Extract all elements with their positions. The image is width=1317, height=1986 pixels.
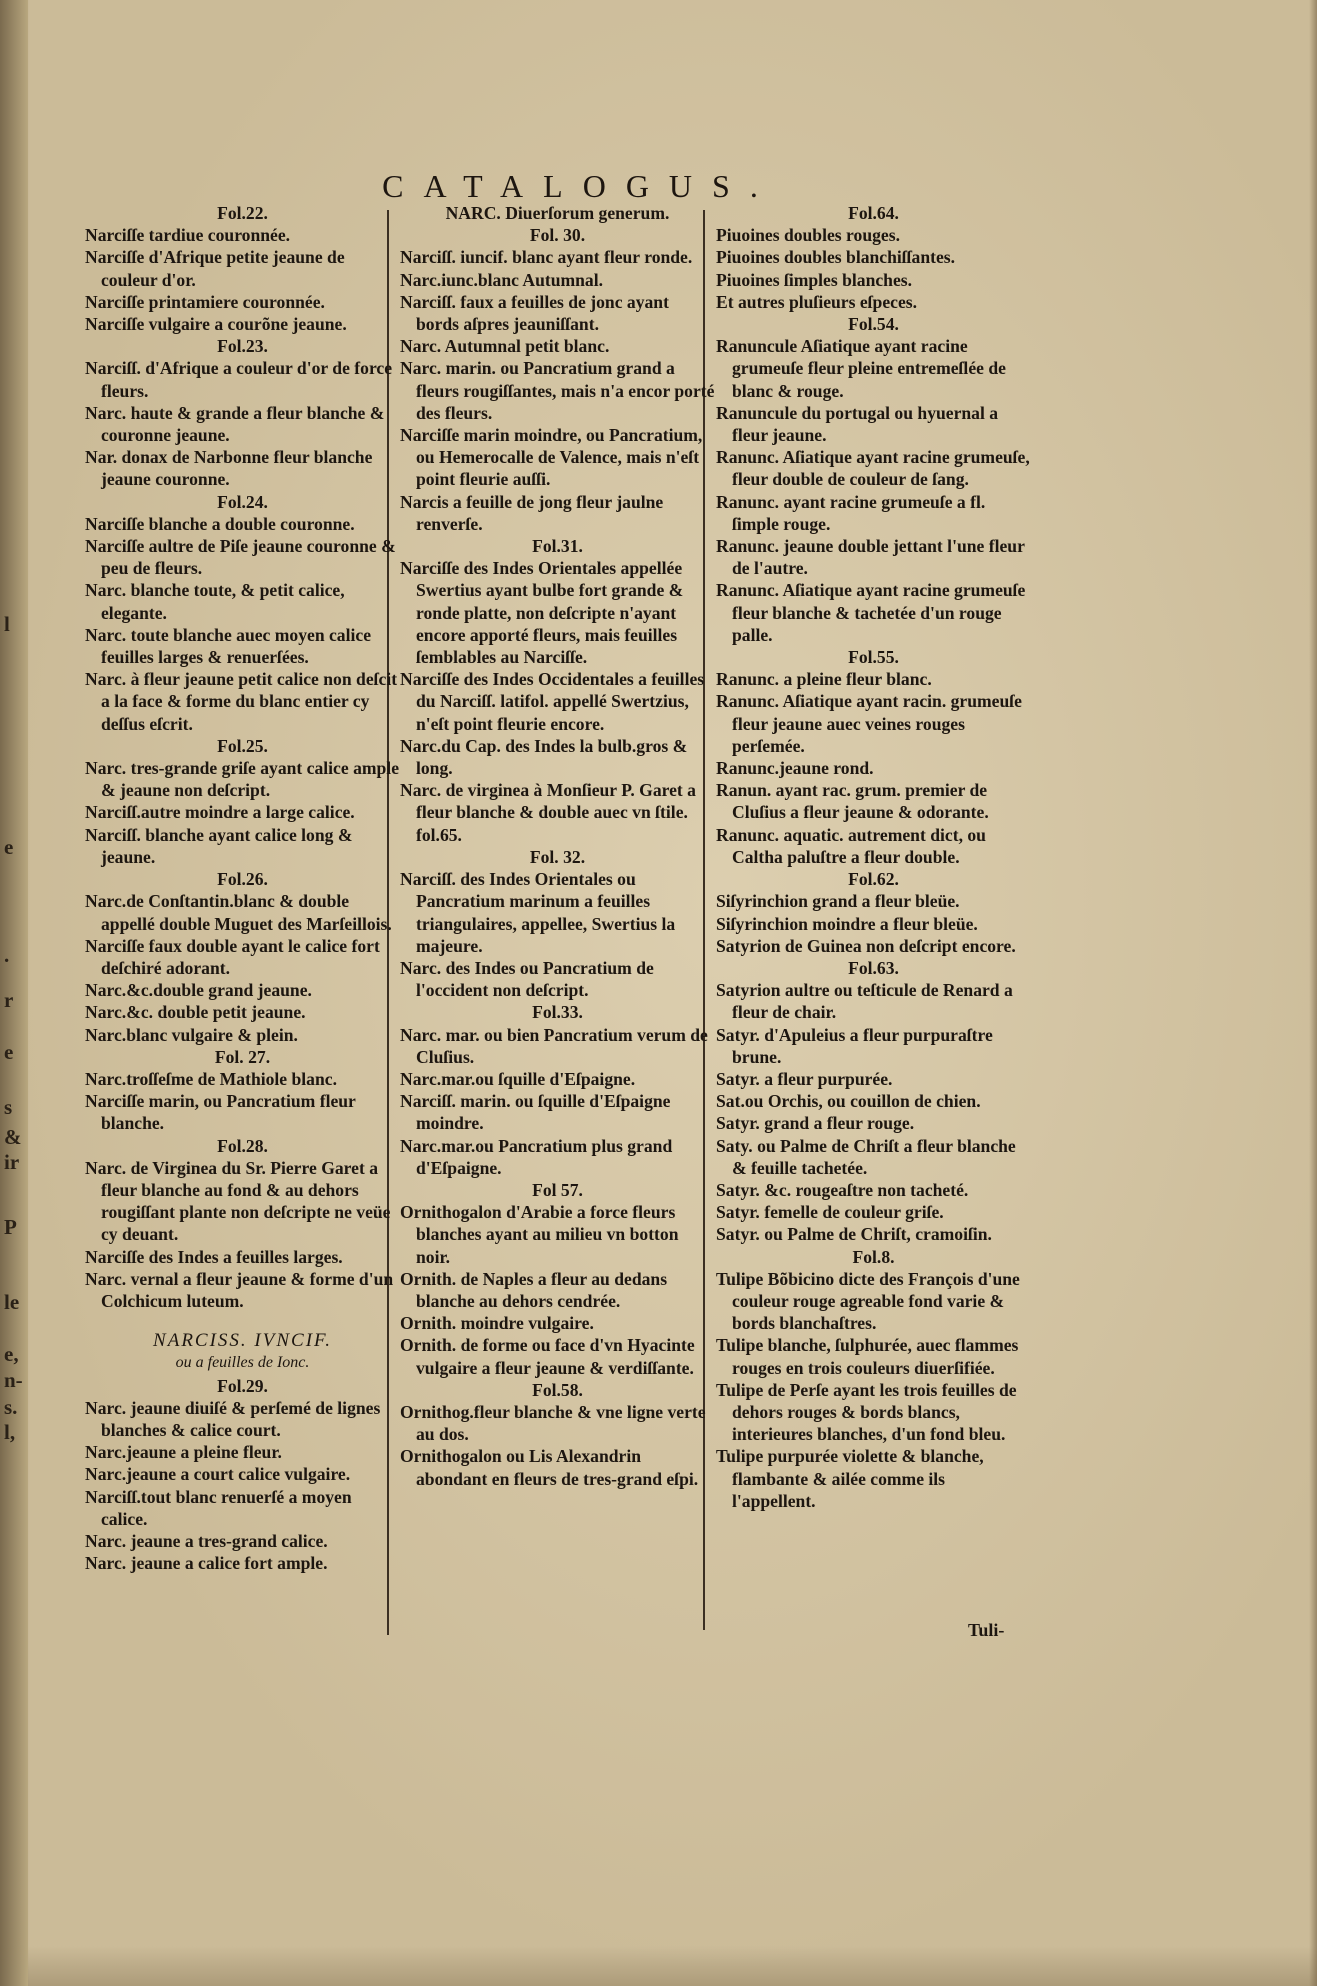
section-subheading: ou a feuilles de Ionc.	[175, 1354, 310, 1372]
folio-heading: Fol.62.	[848, 869, 899, 890]
catalog-entry: Narciſſe des Indes a feuilles larges.	[85, 1246, 343, 1267]
catalog-entry: Narciſſ. d'Afrique a couleur d'or de force fleurs.	[85, 358, 393, 401]
catalog-entry: Narc. toute blanche auec moyen calice feuilles larges & renuerſées.	[85, 624, 372, 668]
catalog-entry: Narciſſ.tout blanc renuerſé a moyen calice.	[85, 1486, 352, 1529]
catalog-entry: Narciſſe d'Afrique petite jeaune de couleur d'or.	[85, 247, 345, 290]
catalog-entry: Satyr. grand a fleur rouge.	[716, 1113, 915, 1134]
catalog-entry: Narc. tres-grande griſe ayant calice ample & jeaune non deſcript.	[85, 758, 399, 801]
margin-fragment: s.	[4, 1395, 18, 1419]
margin-fragment: ir	[4, 1150, 20, 1174]
margin-fragment: le	[4, 1290, 20, 1314]
column-middle	[400, 202, 715, 1490]
catalog-entry: Narc.du Cap. des Indes la bulb.gros & long.	[400, 735, 688, 779]
catalog-entry: Narciſſ. iuncif. blanc ayant fleur ronde.	[400, 247, 693, 268]
folio-heading: Fol.63.	[848, 957, 899, 978]
running-head: CATALOGUS.	[382, 168, 778, 204]
catalog-entry: Ranunc. Aſiatique ayant racine grumeuſe fleur blanche & tachetée d'un rouge palle.	[716, 580, 1026, 645]
catalog-entry: Narc. jeaune a calice fort ample.	[85, 1553, 328, 1574]
catalog-entry: Satyr. d'Apuleius a fleur purpuraſtre brune.	[716, 1024, 993, 1067]
catalog-entry: Narc.jeaune a court calice vulgaire.	[85, 1464, 351, 1485]
margin-fragment: .	[4, 943, 10, 967]
catalog-entry: Narc.jeaune a pleine fleur.	[85, 1442, 282, 1463]
folio-heading: Fol.22.	[217, 203, 268, 223]
catalog-entry: Narciſſe vulgaire a courõne jeaune.	[85, 314, 347, 335]
catalog-entry: Narciſſe aultre de Piſe jeaune couronne & peu de fleurs.	[85, 536, 396, 579]
folio-heading: Fol.23.	[217, 336, 268, 357]
catalog-entry: Ranunc. ayant racine grumeuſe a fl. ſimple rouge.	[716, 491, 986, 534]
catalog-entry: Narc. jeaune a tres-grand calice.	[85, 1530, 328, 1551]
catalog-entry: Narc. de Virginea du Sr. Pierre Garet a fleur blanche au fond & au dehors rougiſſant plante non deſcripte ne veüe cy deuant.	[85, 1157, 391, 1245]
catalog-entry: Ranunc. Aſiatique ayant racin. grumeuſe fleur jeaune auec veines rouges perſemée.	[716, 691, 1022, 756]
folio-heading: Fol.8.	[852, 1246, 895, 1267]
catalog-entry: Ornithog.fleur blanche & vne ligne verte au dos.	[400, 1401, 706, 1445]
folio-heading: Fol.58.	[532, 1379, 583, 1400]
catalog-entry: Satyr. femelle de couleur griſe.	[716, 1202, 944, 1223]
catalog-entry: Narc.&c. double petit jeaune.	[85, 1002, 306, 1023]
catalog-entry: Siſyrinchion moindre a fleur bleüe.	[716, 913, 978, 934]
catalog-entry: Narciſſe des Indes Occidentales a feuilles du Narciſſ. latifol. appellé Swertzius, n'eſt point fleurie encore.	[400, 669, 705, 734]
catalog-entry: Narc. mar. ou bien Pancratium verum de Cluſius.	[400, 1024, 708, 1067]
catalog-entry: Narc. à fleur jeaune petit calice non deſcit a la face & forme du blanc entier cy deſſus eſcrit.	[85, 669, 398, 734]
catalog-entry: Ranunc. Aſiatique ayant racine grumeuſe, fleur double de couleur de ſang.	[716, 447, 1030, 490]
margin-fragment: P	[4, 1215, 17, 1239]
folio-heading: Fol 57.	[532, 1179, 583, 1200]
catalog-entry: Narciſſe faux double ayant le calice fort deſchiré adorant.	[85, 935, 380, 978]
catalog-entry: Ranun. ayant rac. grum. premier de Cluſius a fleur jeaune & odorante.	[716, 780, 989, 823]
catalog-entry: Narciſſ. blanche ayant calice long & jeaune.	[85, 824, 353, 867]
catalog-entry: Piuoines ſimples blanches.	[716, 269, 913, 290]
catalog-entry: Piuoines doubles rouges.	[716, 225, 900, 246]
catalog-entry: Tulipe purpurée violette & blanche, flambante & ailée comme ils l'appellent.	[716, 1446, 984, 1511]
folio-heading: Fol.29.	[217, 1375, 268, 1396]
folio-heading: Fol. 32.	[529, 846, 586, 867]
catalog-entry: Satyr. &c. rougeaſtre non tacheté.	[716, 1179, 969, 1200]
margin-fragment: n-	[4, 1368, 23, 1392]
catalog-entry: Narciſſe blanche a double couronne.	[85, 513, 355, 534]
catalog-entry: Ornithogalon d'Arabie a force fleurs blanches ayant au milieu vn botton noir.	[400, 1202, 679, 1267]
catchword: Tuli-	[968, 1620, 1005, 1640]
catalog-entry: Ranunc. jeaune double jettant l'une fleur de l'autre.	[716, 536, 1025, 579]
catalog-entry: Ornith. de forme ou face d'vn Hyacinte vulgaire a fleur jeaune & verdiſſante.	[400, 1335, 695, 1378]
catalog-entry: Ranuncule du portugal ou hyuernal a fleur jeaune.	[716, 402, 999, 446]
catalog-entry: Narciſſe marin moindre, ou Pancratium, ou Hemerocalle de Valence, mais n'eſt point fleurie auſſi.	[400, 425, 703, 490]
margin-fragment: l,	[4, 1420, 16, 1444]
catalog-entry: Siſyrinchion grand a fleur bleüe.	[716, 891, 960, 912]
catalog-entry: Narc. vernal a fleur jeaune & forme d'un Colchicum luteum.	[85, 1268, 394, 1311]
catalog-entry: Tulipe Bõbicino dicte des François d'une couleur rouge agreable fond varie & bords blanchaſtres.	[716, 1268, 1020, 1334]
folio-heading: Fol.26.	[217, 869, 268, 890]
margin-fragment: s	[4, 1095, 13, 1119]
margin-fragment: l	[4, 612, 10, 636]
catalog-entry: Narciſſ. marin. ou ſquille d'Eſpaigne moindre.	[400, 1091, 671, 1134]
catalog-entry: Narciſſ. des Indes Orientales ou Pancratium marinum a feuilles triangulaires, appellee, Swertius la majeure.	[400, 869, 676, 956]
section-heading: NARCISS. IVNCIF.	[153, 1330, 332, 1352]
catalog-entry: Narciſſ.autre moindre a large calice.	[85, 802, 355, 823]
column-right	[716, 202, 1031, 1512]
catalog-entry: Narciſſ. faux a feuilles de jonc ayant bords aſpres jeauniſſant.	[400, 291, 669, 335]
folio-heading: Fol.28.	[217, 1135, 268, 1156]
folio-heading: Fol. 27.	[214, 1046, 271, 1067]
catalog-entry: Saty. ou Palme de Chriſt a fleur blanche & feuille tachetée.	[716, 1135, 1016, 1178]
catalog-entry: Narc.mar.ou Pancratium plus grand d'Eſpaigne.	[400, 1135, 673, 1178]
catalog-entry: Piuoines doubles blanchiſſantes.	[716, 247, 956, 268]
catalog-entry: Narciſſe marin, ou Pancratium fleur blanche.	[85, 1091, 356, 1134]
folio-heading: Fol.24.	[217, 491, 268, 512]
margin-fragment: e	[4, 835, 14, 859]
folio-heading: Fol.33.	[532, 1002, 583, 1023]
catalog-entry: Narc. blanche toute, & petit calice, elegante.	[85, 580, 345, 623]
folio-heading: Fol.31.	[532, 536, 583, 557]
catalog-entry: Ornithogalon ou Lis Alexandrin abondant en fleurs de tres-grand eſpi.	[400, 1446, 699, 1489]
folio-heading: Fol.55.	[848, 647, 899, 668]
catalog-entry: Ornith. de Naples a fleur au dedans blanche au dehors cendrée.	[400, 1268, 668, 1311]
catalog-entry: Narc. haute & grande a fleur blanche & couronne jeaune.	[85, 402, 385, 446]
catalog-entry: Ranuncule Aſiatique ayant racine grumeuſe fleur pleine entremeſlée de blanc & rouge.	[716, 336, 1006, 401]
catalog-entry: Narc.blanc vulgaire & plein.	[85, 1024, 298, 1045]
catalog-entry: Narc. jeaune diuiſé & perſemé de lignes blanches & calice court.	[85, 1397, 381, 1440]
catalog-entry: Ranunc. aquatic. autrement dict, ou Caltha paluſtre a fleur double.	[716, 824, 986, 867]
catalog-entry: Ornith. moindre vulgaire.	[400, 1313, 594, 1334]
catalog-entry: Narc.mar.ou ſquille d'Eſpaigne.	[400, 1068, 636, 1089]
catalog-entry: Narciſſe des Indes Orientales appellée Swertius ayant bulbe fort grande & ronde platte, non deſcripte n'ayant encore apporté fleurs, mais feuilles ſemblables au Narciſſe.	[400, 558, 684, 668]
folio-heading: Fol.64.	[848, 203, 899, 223]
catalog-entry: Ranunc.jeaune rond.	[716, 758, 874, 779]
catalog-entry: Et autres pluſieurs eſpeces.	[716, 291, 918, 312]
folio-heading: Fol. 30.	[529, 225, 586, 246]
catalog-entry: Narc. marin. ou Pancratium grand a fleurs rougiſſantes, mais n'a encor porté des fleurs.	[400, 358, 715, 423]
catalog-entry: Satyrion de Guinea non deſcript encore.	[716, 935, 1016, 956]
catalog-entry: Narc. de virginea à Monſieur P. Garet a fleur blanche & double auec vn ſtile. fol.65.	[400, 780, 696, 845]
margin-fragment: e	[4, 1040, 14, 1064]
catalog-entry: Ranunc. a pleine fleur blanc.	[716, 669, 932, 690]
catalog-entry: Nar. donax de Narbonne fleur blanche jeaune couronne.	[85, 447, 373, 490]
folio-heading: Fol.54.	[848, 314, 899, 335]
folio-heading: NARC. Diuerſorum generum.	[445, 203, 670, 223]
catalog-entry: Narciſſe tardiue couronnée.	[85, 225, 291, 246]
catalog-entry: Narcis a feuille de jong fleur jaulne renverſe.	[400, 491, 664, 534]
catalog-entry: Narc.&c.double grand jeaune.	[85, 980, 312, 1001]
margin-fragment: e,	[4, 1342, 19, 1366]
column-left	[85, 202, 400, 1574]
catalog-entry: Tulipe de Perſe ayant les trois feuilles de dehors rouges & bords blancs, interieures blanches, d'un fond bleu.	[716, 1379, 1017, 1445]
catalog-entry: Satyr. a fleur purpurée.	[716, 1068, 893, 1089]
catalog-entry: Satyr. ou Palme de Chriſt, cramoiſin.	[716, 1224, 992, 1245]
catalog-entry: Satyrion aultre ou teſticule de Renard a fleur de chair.	[716, 980, 1013, 1023]
margin-fragment: r	[4, 988, 14, 1012]
catalog-entry: Tulipe blanche, ſulphurée, auec flammes rouges en trois couleurs diuerſifiée.	[716, 1335, 1019, 1378]
catalog-entry: Sat.ou Orchis, ou couillon de chien.	[716, 1091, 981, 1112]
catalog-entry: Narciſſe printamiere couronnée.	[85, 291, 325, 312]
catalog-entry: Narc.de Conſtantin.blanc & double appellé double Muguet des Marſeillois.	[85, 891, 392, 934]
folio-heading: Fol.25.	[217, 735, 268, 756]
catalog-entry: Narc. Autumnal petit blanc.	[400, 336, 610, 357]
catalog-entry: Narc. des Indes ou Pancratium de l'occident non deſcript.	[400, 957, 654, 1001]
catalog-entry: Narc.iunc.blanc Autumnal.	[400, 269, 604, 290]
catalog-entry: Narc.troſſeſme de Mathiole blanc.	[85, 1068, 337, 1089]
margin-fragment: &	[4, 1125, 22, 1149]
page-edge	[1309, 0, 1317, 1986]
